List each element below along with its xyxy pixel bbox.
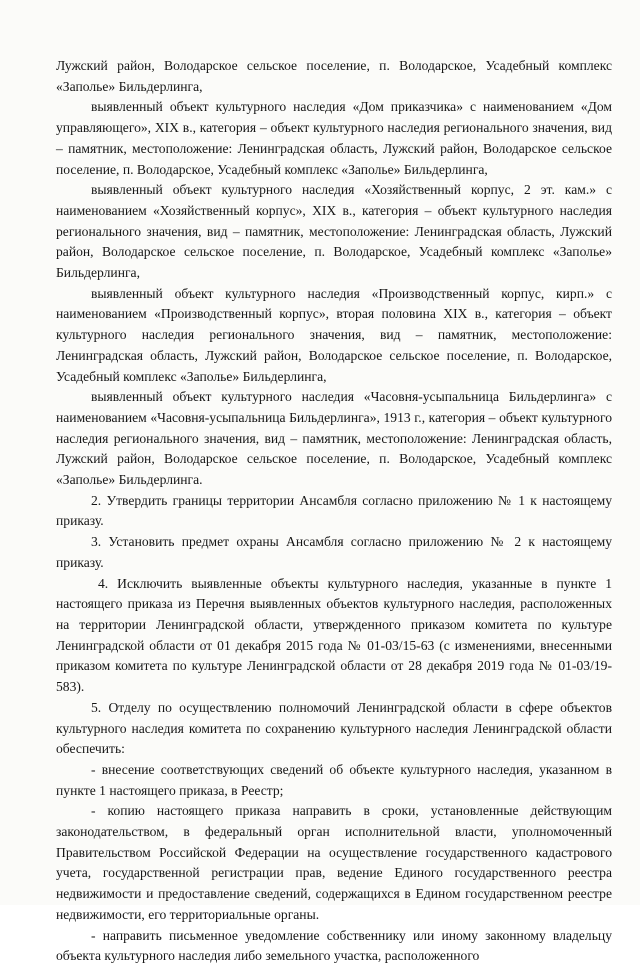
paragraph-location-continuation: Лужский район, Володарское сельское поселение, п. Володарское, Усадебный комплекс «Заполье» Бильдерлинга,	[56, 58, 612, 94]
document-body	[56, 56, 612, 967]
paragraph-bullet-notice-owner: - направить письменное уведомление собственнику или иному законному владельцу объекта культурного наследия либо земельного участка, расположенного	[56, 927, 612, 964]
paragraph-item-2: 2. Утвердить границы территории Ансамбля согласно приложению № 1 к настоящему приказу.	[56, 492, 612, 529]
paragraph-object-chapel-tomb: выявленный объект культурного наследия «Часовня-усыпальница Бильдерлинга» с наименованием «Часовня-усыпальница Бильдерлинга», 1913 г., категория – объект культурного наследия регионального значения, вид – памятник, местоположение: Ленинградская область, Лужский район, Володарское сельское поселение, п. Володарское, Усадебный комплекс «Заполье» Бильдерлинга.	[56, 389, 612, 488]
paragraph-object-manager-house: выявленный объект культурного наследия «Дом приказчика» с наименованием «Дом управляющего», XIX в., категория – объект культурного наследия регионального значения, вид – памятник, местоположение: Ленинградская область, Лужский район, Володарское сельское поселение, п. Володарское, Усадебный комплекс «Заполье» Бильдерлинга,	[56, 99, 612, 177]
paragraph-bullet-registry: - внесение соответствующих сведений об объекте культурного наследия, указанном в пункте 1 настоящего приказа, в Реестр;	[56, 761, 612, 798]
paragraph-item-3: 3. Установить предмет охраны Ансамбля согласно приложению № 2 к настоящему приказу.	[56, 534, 612, 570]
paragraph-item-5: 5. Отделу по осуществлению полномочий Ленинградской области в сфере объектов культурного наследия комитета по сохранению культурного наследия Ленинградской области обеспечить:	[56, 699, 612, 757]
paragraph-item-4: 4. Исключить выявленные объекты культурного наследия, указанные в пункте 1 настоящего приказа из Перечня выявленных объектов культурного наследия, расположенных на территории Ленинградской области, утвержденного приказом комитета по культуре Ленинградской области от 01 декабря 2015 года № 01-03/15-63 (с изменениями, внесенными приказом комитета по культуре Ленинградской области от 28 декабря 2019 года № 01-03/19-583).	[56, 575, 612, 695]
paragraph-object-production-building: выявленный объект культурного наследия «Производственный корпус, кирп.» с наименованием «Производственный корпус», вторая половина XIX в., категория – объект культурного наследия регионального значения, вид – памятник, местоположение: Ленинградская область, Лужский район, Володарское сельское поселение, п. Володарское, Усадебный комплекс «Заполье» Бильдерлинга,	[56, 285, 612, 384]
paragraph-object-utility-building: выявленный объект культурного наследия «Хозяйственный корпус, 2 эт. кам.» с наименованием «Хозяйственный корпус», XIX в., категория – объект культурного наследия регионального значения, вид – памятник, местоположение: Ленинградская область, Лужский район, Володарское сельское поселение, п. Володарское, Усадебный комплекс «Заполье» Бильдерлинга,	[56, 182, 612, 281]
paragraph-bullet-copy-order: - копию настоящего приказа направить в сроки, установленные действующим законодательством, в федеральный орган исполнительной власти, уполномоченный Правительством Российской Федерации на осуществление государственного кадастрового учета, государственной регистрации прав, ведение Единого государственного реестра недвижимости и предоставление сведений, содержащихся в Едином государственном реестре недвижимости, его территориальные органы.	[56, 803, 612, 922]
